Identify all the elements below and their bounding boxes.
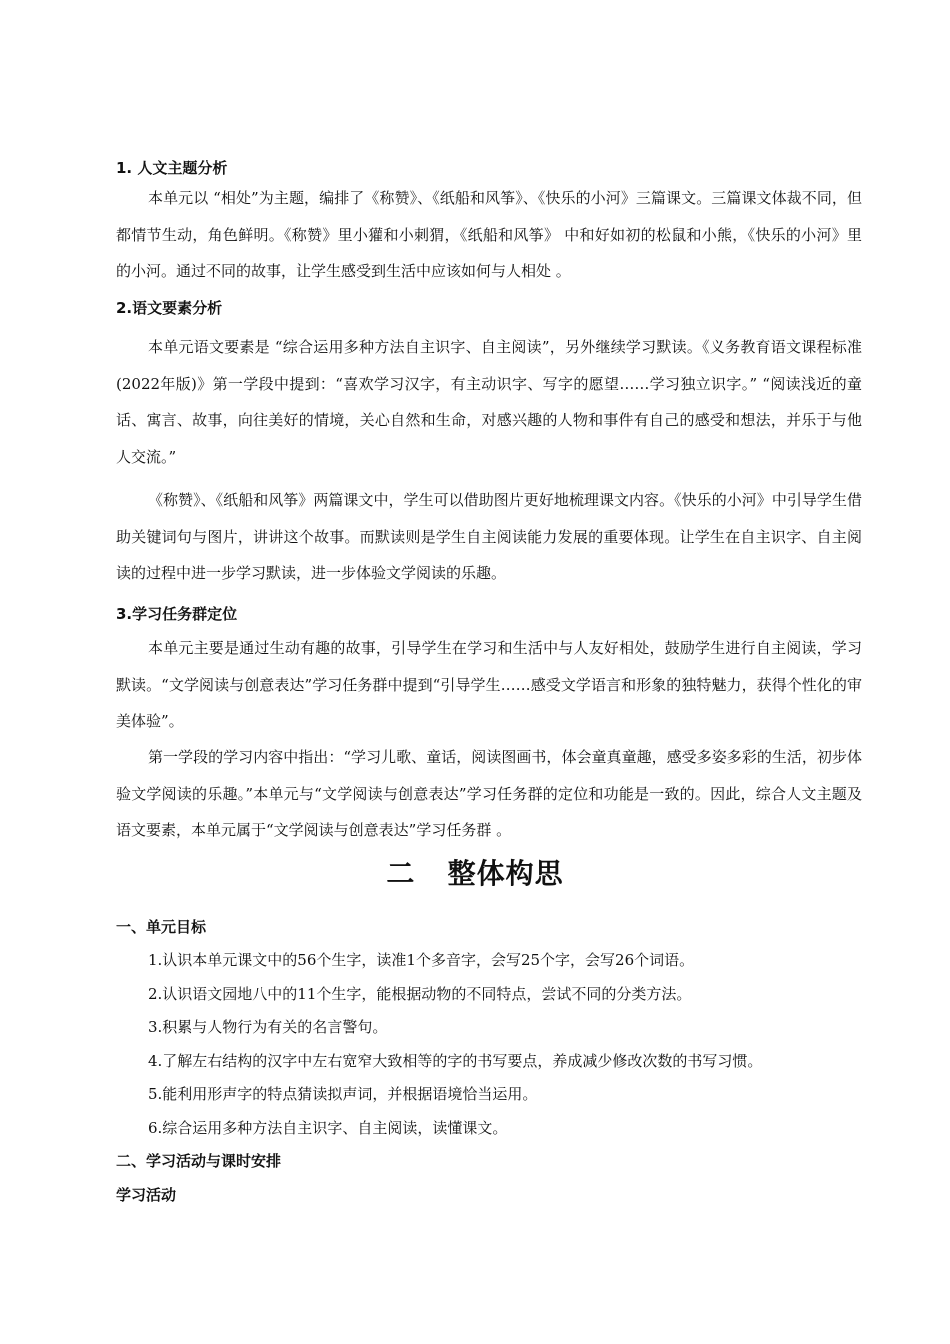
section-heading-language-elements: 2.语文要素分析 bbox=[116, 299, 223, 317]
unit-goal-item: 1.认识本单元课文中的56个生字，读准1个多音字，会写25个字，会写26个词语。 bbox=[148, 951, 695, 969]
section-heading-task-group: 3.学习任务群定位 bbox=[116, 605, 238, 623]
unit-goal-item: 2.认识语文园地八中的11个生字，能根据动物的不同特点，尝试不同的分类方法。 bbox=[148, 984, 692, 1003]
unit-goal-item: 6.综合运用多种方法自主识字、自主阅读，读懂课文。 bbox=[148, 1118, 508, 1137]
unit-goals-list bbox=[148, 944, 762, 1146]
paragraph-task-group-2: 第一学段的学习内容中指出：“学习儿歌、童话，阅读图画书，体会童真童趣，感受多姿多彩的生活，初步体验文学阅读的乐趣。”本单元与“文学阅读与创意表达”学习任务群的定位和功能是一致的。因此，综合人文主题及语文要素，本单元属于“文学阅读与创意表达”学习任务群 。 bbox=[116, 748, 862, 839]
paragraph-language-elements-2: 《称赞》、《纸船和风筝》两篇课文中，学生可以借助图片更好地梳理课文内容。《快乐的小河》中引导学生借助关键词句与图片，讲讲这个故事。而默读则是学生自主阅读能力发展的重要体现。让学生在自主识字、自主阅读的过程中进一步学习默读，进一步体验文学阅读的乐趣。 bbox=[116, 491, 862, 582]
unit-goal-item: 3.积累与人物行为有关的名言警句。 bbox=[148, 1018, 388, 1037]
paragraph-task-group-1: 本单元主要是通过生动有趣的故事，引导学生在学习和生活中与人友好相处，鼓励学生进行自主阅读，学习默读。“文学阅读与创意表达”学习任务群中提到“引导学生……感受文学语言和形象的独特魅力，获得个性化的审美体验”。 bbox=[116, 639, 862, 730]
chapter-title: 二 整体构思 bbox=[386, 857, 564, 890]
activities-subheading: 学习活动 bbox=[116, 1186, 177, 1204]
section-heading-humanistic-theme: 1. 人文主题分析 bbox=[116, 159, 228, 177]
unit-goals-heading: 一、单元目标 bbox=[116, 918, 207, 936]
paragraph-language-elements-1: 本单元语文要素是 “综合运用多种方法自主识字、自主阅读”，另外继续学习默读。《义务教育语文课程标准(2022年版)》第一学段中提到：“喜欢学习汉字，有主动识字、写字的愿望……学习独立识字。” “阅读浅近的童话、寓言、故事，向往美好的情境，关心自然和生命，对感兴趣的人物和事件有自己的感受和想法，并乐于与他人交流。” bbox=[116, 338, 862, 466]
paragraph-humanistic-theme: 本单元以 “相处”为主题，编排了《称赞》、《纸船和风筝》、《快乐的小河》三篇课文。三篇课文体裁不同，但都情节生动，角色鲜明。《称赞》里小獾和小刺猬，《纸船和风筝》 中和好如初的松鼠和小熊，《快乐的小河》里的小河。通过不同的故事，让学生感受到生活中应该如何与人相处 。 bbox=[116, 189, 862, 280]
activities-heading: 二、学习活动与课时安排 bbox=[116, 1152, 282, 1170]
unit-goal-item: 4.了解左右结构的汉字中左右宽窄大致相等的字的书写要点，养成减少修改次数的书写习惯。 bbox=[148, 1051, 763, 1070]
unit-goal-item: 5.能利用形声字的特点猜读拟声词，并根据语境恰当运用。 bbox=[148, 1085, 538, 1104]
